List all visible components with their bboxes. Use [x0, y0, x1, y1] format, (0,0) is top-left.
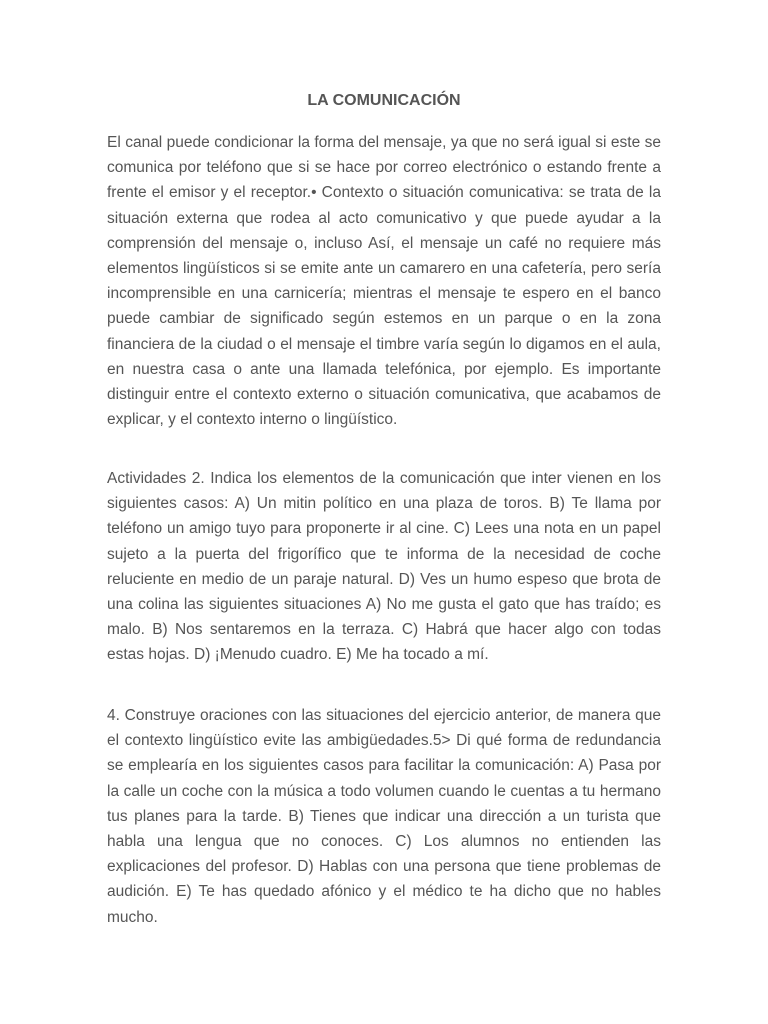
- paragraph-construye-oraciones: 4. Construye oraciones con las situaciones del ejercicio anterior, de manera que el contexto lingüístico evite las ambigüedades.5> Di qué forma de redundancia se emplearía en los siguientes casos para facilitar la comunicación: A) Pasa por la calle un coche con la música a todo volumen cuando le cuentas a tu hermano tus planes para la tarde. B) Tienes que indicar una dirección a un turista que habla una lengua que no conoces. C) Los alumnos no entienden las explicaciones del profesor. D) Hablas con una persona que tiene problemas de audición. E) Te has quedado afónico y el médico te ha dicho que no hables mucho.: [107, 707, 661, 926]
- paragraph-actividades: Actividades 2. Indica los elementos de la comunicación que inter vienen en los siguientes casos: A) Un mitin político en una plaza de toros. B) Te llama por teléfono un amigo tuyo para proponerte ir al cine. C) Lees una nota en un papel sujeto a la puerta del frigorífico que te informa de la necesidad de coche reluciente en medio de un paraje natural. D) Ves un humo espeso que brota de una colina las siguientes situaciones A) No me gusta el gato que has traído; es malo. B) Nos sentaremos en la terraza. C) Habrá que hacer algo con todas estas hojas. D) ¡Menudo cuadro. E) Me ha tocado a mí.: [107, 470, 661, 664]
- document-title: LA COMUNICACIÓN: [307, 92, 461, 109]
- paragraph-canal-contexto: El canal puede condicionar la forma del mensaje, ya que no será igual si este se comunica por teléfono que si se hace por correo electrónico o estando frente a frente el emisor y el receptor.• Contexto o situación comunicativa: se trata de la situación externa que rodea al acto comunicativo y que puede ayudar a la comprensión del mensaje o, incluso Así, el mensaje un café no requiere más elementos lingüísticos si se emite ante un camarero en una cafetería, pero sería incomprensible en una carnicería; mientras el mensaje te espero en el banco puede cambiar de significado según estemos en un parque o en la zona financiera de la ciudad o el mensaje el timbre varía según lo digamos en el aula, en nuestra casa o ante una llamada telefónica, por ejemplo. Es importante distinguir entre el contexto externo o situación comunicativa, que acabamos de explicar, y el contexto interno o lingüístico.: [107, 134, 661, 429]
